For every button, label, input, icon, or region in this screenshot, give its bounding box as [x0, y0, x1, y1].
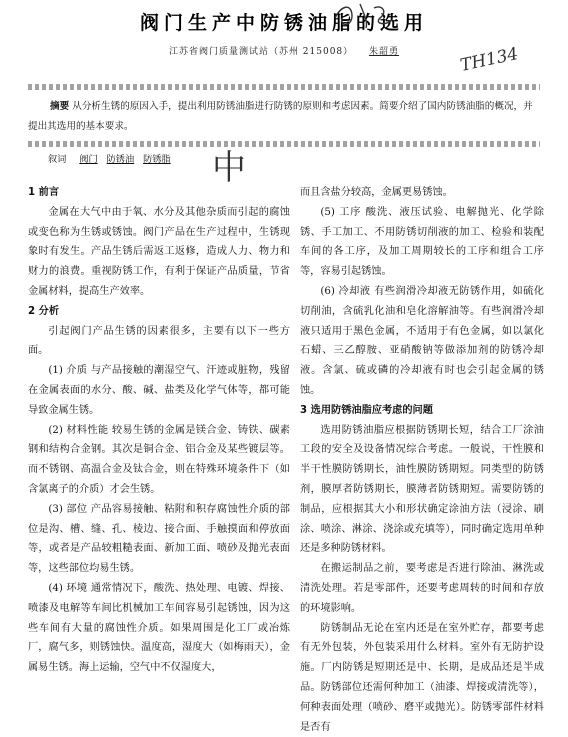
handwritten-keyword-scribble: 中 — [212, 148, 246, 188]
right-column — [300, 183, 544, 737]
keyword-term: 防锈油 — [106, 154, 135, 165]
author: 朱韶勇 — [369, 47, 400, 57]
abstract — [28, 97, 540, 137]
keywords — [48, 151, 177, 165]
handwritten-code: TH134 — [458, 44, 521, 76]
paragraph: (5) 工序 酸洗、液压试验、电解抛光、化学除锈、手工加工、不用防锈切削液的加工、检验和装配车间的各工序，及加工周期较长的工序和组合工序等，容易引起锈蚀。 — [300, 206, 544, 278]
paragraph: (3) 部位 产品容易接触、粘附和积存腐蚀性介质的部位是沟、槽、缝、孔、棱边、接合面、手触摸面和停放面等，或者是产品较粗糙表面、新加工面、喷砂及抛光表面等，这些部位均易生锈。 — [28, 503, 290, 575]
paragraph: 防锈制品无论在室内还是在室外贮存，都要考虑有无外包装，外包装采用什么材料。室外有无防护设施。厂内防锈是短期还是中、长期，是成品还是半成品。防锈部位还需何种加工（油漆、焊接或清洗等），何种表面处理（喷砂、磨平或抛光）。防锈零部件材料是否有 — [300, 622, 544, 733]
section-heading: 1 前言 — [28, 187, 60, 198]
keyword-term: 阀门 — [79, 154, 98, 165]
section-heading: 3 选用防锈油脂应考虑的问题 — [300, 404, 433, 416]
keyword-term: 防锈脂 — [143, 154, 171, 165]
section-heading: 2 分析 — [28, 305, 60, 317]
paragraph: (4) 环境 通常情况下，酸洗、热处理、电镀、焊接、喷漆及电解等车间比机械加工车间容易引起锈蚀，因为这些车间有大量的腐蚀性介质。如果周围是化工厂或冶炼厂，腐气多，则锈蚀快。温度高，湿度大（如梅雨天），金属易生锈。海上运输，空气中不仅湿度大， — [28, 582, 290, 674]
paragraph: (6) 冷却液 有些润滑冷却液无防锈作用，如硫化切削油，含硫乳化油和皂化溶解油等。有些润滑冷却液只适用于黑色金属，不适用于有色金属，如以氯化石蜡、三乙醇胺、亚硝酸钠等做添加剂的防锈冷却液。含氯、硫或磷的冷却液有时也会引起金属的锈蚀。 — [300, 285, 544, 396]
paragraph: 而且含盐分较高，金属更易锈蚀。 — [300, 187, 453, 198]
divider-top — [28, 84, 540, 90]
divider-bottom — [28, 141, 540, 147]
abstract-label: 摘要 — [50, 101, 70, 112]
left-column — [28, 183, 290, 678]
affiliation: 江苏省阀门质量测试站（苏州 215008） — [168, 47, 354, 57]
handwritten-scribble-top — [330, 0, 400, 32]
abstract-text: 从分析生锈的原因入手，提出利用防锈油脂进行防锈的原则和考虑因素。简要介绍了国内防锈油脂的概况，并提出其选用的基本要求。 — [28, 101, 533, 132]
paper-title: 阀门生产中防锈油脂的选用 — [139, 12, 428, 34]
paragraph: 在搬运制品之前，要考虑是否进行除油、淋洗或清洗处理。若是零部件，还要考虑周转的时间和存放的环境影响。 — [300, 563, 544, 614]
paragraph: 金属在大气中由于氧、水分及其他杂质而引起的腐蚀或变色称为生锈或锈蚀。阀门产品在生产过程中，生锈现象时有发生。产品生锈后需返工返修，造成人力、物力和财力的浪费。重视防锈工作，有利于保证产品质量，节省金属材料，提高生产效率。 — [28, 206, 290, 297]
keywords-label: 叙词 — [48, 154, 67, 165]
paragraph: (2) 材料性能 较易生锈的金属是镁合金、铸铁、碳素钢和结构合金钢。其次是铜合金、铝合金及某些镀层等。而不锈钢、高温合金及钛合金，则在特殊环境条件下（如含氯离子的介质）才会生锈。 — [28, 424, 290, 495]
paragraph: 引起阀门产品生锈的因素很多，主要有以下一些方面。 — [28, 325, 290, 357]
paragraph: 选用防锈油脂应根据防锈期长短，结合工厂涂油工段的安全及设备情况综合考虑。一般说，干性膜和半干性膜防锈期长，油性膜防锈期短。同类型的防锈剂，膜厚者防锈期长，膜薄者防锈期短。需要防锈的制品，应根据其大小和形状确定涂油方法（浸涂、刷涂、喷涂、淋涂、浇涂或充填等），同时确定选用单种还是多种防锈材料。 — [300, 424, 544, 555]
paragraph: (1) 介质 与产品接触的潮湿空气、汗迹或脏物，残留在金属表面的水分、酸、碱、盐类及化学气体等，都可能导致金属生锈。 — [28, 365, 290, 416]
